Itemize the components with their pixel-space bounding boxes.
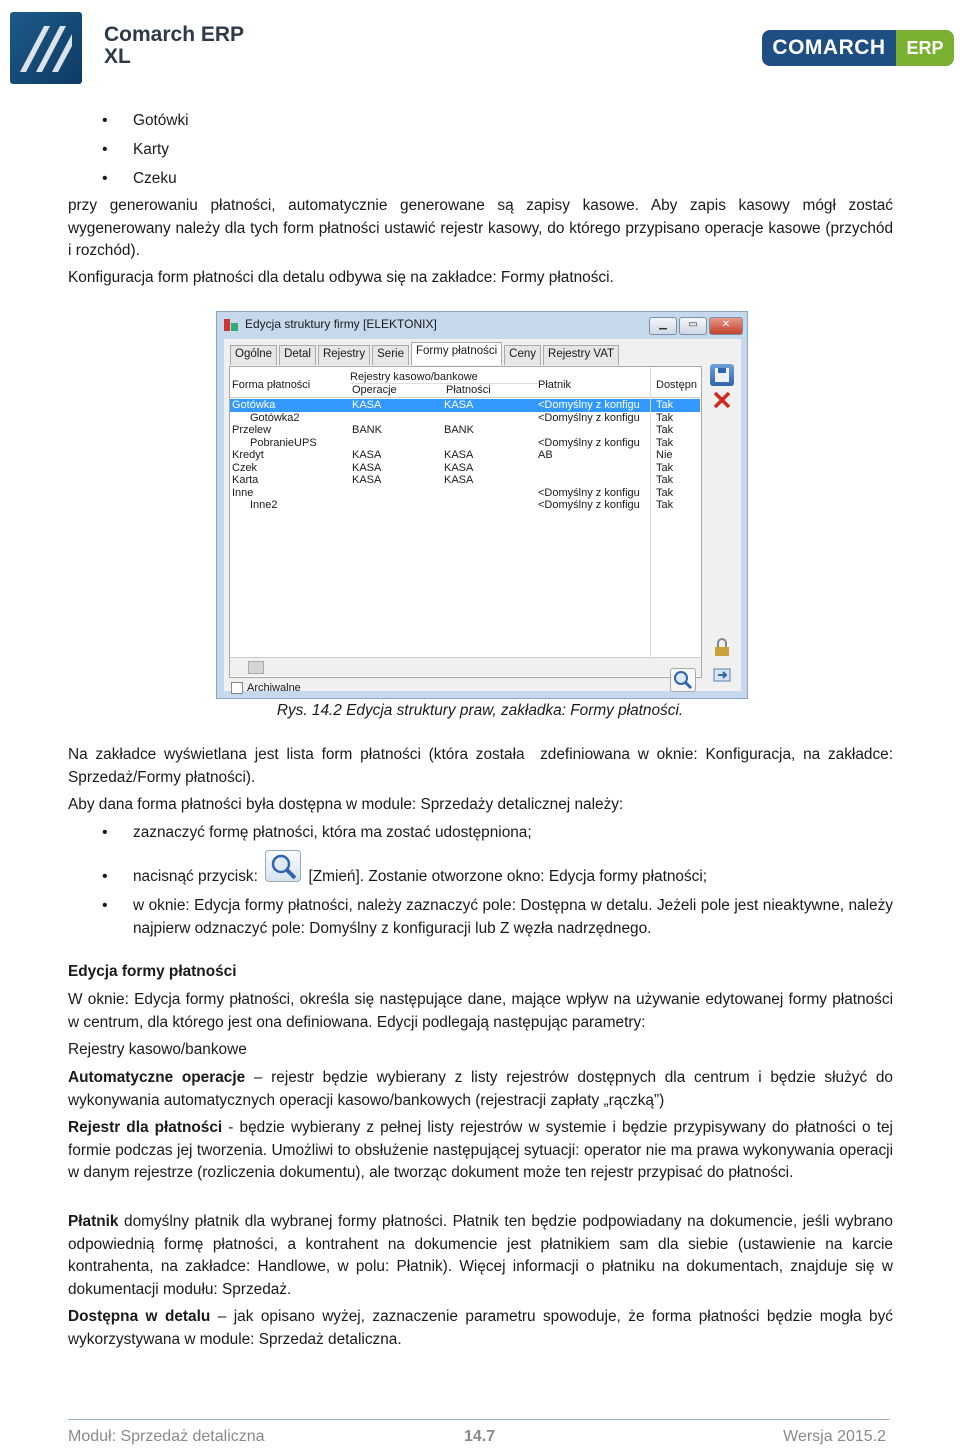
cell-forma: Kredyt bbox=[232, 449, 264, 461]
group-header: Rejestry kasowo/bankowe bbox=[350, 371, 540, 384]
cell-platnosci: KASA bbox=[444, 474, 474, 486]
paragraph-registers: Rejestry kasowo/bankowe bbox=[68, 1041, 247, 1058]
cell-platnosci: KASA bbox=[444, 461, 474, 474]
cell-forma: PobranieUPS bbox=[250, 436, 317, 449]
cell-dostepna: Tak bbox=[656, 486, 674, 499]
cell-dostepna: Tak bbox=[656, 474, 674, 486]
definition-text: - będzie wybierany z pełnej listy rejestrów w systemie i będzie przypisywany do płatności o tej formie podczas jej tworzenia. Umożliwi to obsłużenie następującej sytuacji: operator nie ma prawa wykonywania operacji w danym rejestrze (rozliczenia dokumentu), ale tworząc dokument może ten rejestr przypisać do płatności. bbox=[68, 1119, 893, 1181]
table-row[interactable] bbox=[230, 437, 700, 450]
list-item: • Gotówki bbox=[68, 110, 898, 139]
brand-erp: ERP bbox=[896, 30, 954, 66]
table-row[interactable] bbox=[230, 487, 700, 500]
section-title: Edycja formy płatności bbox=[68, 963, 237, 980]
cell-forma: Gotówka bbox=[232, 399, 276, 411]
payment-form-list bbox=[68, 110, 898, 197]
footer-page-number: 14.7 bbox=[464, 1428, 496, 1445]
definition-available-retail bbox=[68, 1306, 893, 1351]
tab-ogolne[interactable]: Ogólne bbox=[230, 345, 277, 365]
definition-text: – jak opisano wyżej, zaznaczenie parametru spowoduje, że forma płatności będzie mogła być wykorzystywana w module: Sprzedaż detaliczna. bbox=[68, 1308, 894, 1348]
cell-platnik: <Domyślny z konfigu bbox=[538, 411, 640, 424]
product-logo-text bbox=[104, 24, 244, 68]
cell-dostepna: Tak bbox=[656, 436, 674, 449]
definition-term: Dostępna w detalu bbox=[68, 1308, 211, 1325]
cell-dostepna: Tak bbox=[656, 499, 674, 511]
definition-term: Rejestr dla płatności bbox=[68, 1119, 223, 1136]
tab-formy-platnosci[interactable]: Formy płatności bbox=[411, 342, 502, 365]
footer-version: Wersja 2015.2 bbox=[783, 1428, 886, 1445]
save-icon[interactable] bbox=[710, 364, 734, 386]
cell-platnik: AB bbox=[538, 449, 553, 461]
figure-caption: Rys. 14.2 Edycja struktury praw, zakładka: Formy płatności. bbox=[276, 702, 684, 719]
checkbox-box[interactable] bbox=[231, 682, 243, 694]
scroll-thumb[interactable] bbox=[248, 661, 264, 674]
definition-payer bbox=[68, 1211, 893, 1301]
list-item: • Czeku bbox=[68, 168, 898, 197]
steps-list bbox=[68, 822, 893, 940]
pin-icon[interactable] bbox=[710, 664, 734, 686]
tab-serie[interactable]: Serie bbox=[372, 345, 409, 365]
horizontal-scrollbar[interactable] bbox=[230, 657, 701, 676]
close-button[interactable]: ✕ bbox=[709, 317, 743, 335]
cell-forma: Gotówka2 bbox=[250, 411, 300, 424]
brand-comarch: COMARCH bbox=[762, 30, 896, 66]
table-row[interactable] bbox=[230, 474, 700, 487]
minimize-button[interactable]: ▁ bbox=[649, 317, 677, 335]
list-item: • w oknie: Edycja formy płatności, należy zaznaczyć pole: Dostępna w detalu. Jeżeli pole jest nieaktywne, należy najpierw odznaczyć pole: Domyślny z konfiguracji lub Z węzła nadrzędnego. bbox=[68, 895, 893, 940]
list-item bbox=[68, 866, 893, 895]
cell-platnik: <Domyślny z konfigu bbox=[538, 486, 640, 499]
tab-detal[interactable]: Detal bbox=[279, 345, 316, 365]
table-row[interactable] bbox=[230, 499, 700, 512]
paragraph-edit-intro: W oknie: Edycja formy płatności, określa się następujące dane, mające wpływ na używanie edytowanej formy płatności w centrum, dla którego jest ona definiowana. Edycji podlegają następując parametry: bbox=[68, 991, 893, 1031]
cell-dostepna: Tak bbox=[656, 411, 674, 424]
window-body bbox=[224, 339, 741, 694]
cell-operacje: KASA bbox=[352, 474, 382, 486]
structure-edit-window bbox=[216, 311, 748, 699]
column-header-dostepna[interactable]: Dostępn bbox=[656, 379, 697, 391]
paragraph-list-info: Na zakładce wyświetlana jest lista form płatności (która została zdefiniowana w oknie: Konfiguracja, na zakładce: Sprzedaż/Formy płatności). bbox=[68, 746, 898, 786]
definition-payment-register bbox=[68, 1117, 893, 1185]
column-header-platnik[interactable]: Płatnik bbox=[538, 379, 572, 391]
footer-divider bbox=[68, 1419, 890, 1420]
step-text-after: [Zmień]. Zostanie otworzone okno: Edycja formy płatności; bbox=[308, 868, 708, 885]
cell-forma: Przelew bbox=[232, 424, 272, 436]
table-row[interactable] bbox=[230, 449, 700, 462]
paragraph-steps-intro: Aby dana forma płatności była dostępna w module: Sprzedaży detalicznej należy: bbox=[68, 796, 624, 813]
definition-auto-operations bbox=[68, 1067, 893, 1112]
table-row[interactable] bbox=[230, 462, 700, 475]
cell-forma: Czek bbox=[232, 461, 258, 474]
list-item: • zaznaczyć formę płatności, która ma zostać udostępniona; bbox=[68, 822, 893, 866]
table-row[interactable] bbox=[230, 412, 700, 425]
cell-dostepna: Tak bbox=[656, 399, 674, 411]
comarch-logo-mark bbox=[10, 12, 82, 84]
cell-operacje: KASA bbox=[352, 461, 382, 474]
column-header-platnosci[interactable]: Płatności bbox=[446, 384, 491, 396]
archive-checkbox[interactable] bbox=[231, 682, 301, 694]
payment-forms-panel bbox=[229, 366, 702, 678]
column-header-forma[interactable]: Forma płatności bbox=[232, 379, 311, 391]
magnifier-icon[interactable] bbox=[670, 668, 696, 692]
column-divider bbox=[650, 367, 651, 657]
definition-text: – rejestr będzie wybierany z listy rejestrów dostępnych dla centrum i będzie służyć do wykonywania automatycznych operacji kasowo/bankowych (rejestracji zapłaty „rączką”) bbox=[68, 1069, 893, 1109]
list-item: • Karty bbox=[68, 139, 898, 168]
paragraph-intro: przy generowaniu płatności, automatycznie generowane są zapisy kasowe. Aby zapis kasowy mógł zostać wygenerowany należy dla tych form płatności ustawić rejestr kasowy, do którego przypisano operacje kasowe (przychód i rozchód). bbox=[68, 197, 893, 259]
cell-dostepna: Nie bbox=[656, 449, 673, 461]
definition-term: Płatnik bbox=[68, 1213, 119, 1230]
window-title: Edycja struktury firmy [ELEKTONIX] bbox=[245, 317, 437, 331]
archive-label: Archiwalne bbox=[247, 682, 301, 694]
tab-rejestry[interactable]: Rejestry bbox=[318, 345, 370, 365]
logo-line1: Comarch ERP bbox=[104, 23, 245, 46]
table-row[interactable] bbox=[230, 424, 700, 437]
cell-platnosci: KASA bbox=[444, 399, 474, 411]
logo-line2: XL bbox=[104, 45, 131, 68]
lock-icon[interactable] bbox=[710, 637, 734, 659]
tab-strip bbox=[230, 345, 621, 365]
cell-platnosci: KASA bbox=[444, 449, 474, 461]
cancel-icon[interactable] bbox=[710, 389, 734, 411]
cell-dostepna: Tak bbox=[656, 461, 674, 474]
window-titlebar bbox=[217, 312, 747, 338]
change-button-icon bbox=[265, 850, 301, 882]
comarch-erp-brand bbox=[762, 30, 954, 66]
cell-platnik: <Domyślny z konfigu bbox=[538, 436, 640, 449]
paragraph-config: Konfiguracja form płatności dla detalu odbywa się na zakładce: Formy płatności. bbox=[68, 269, 614, 286]
header-divider bbox=[230, 397, 700, 398]
footer-module: Moduł: Sprzedaż detaliczna bbox=[68, 1428, 265, 1445]
cell-operacje: KASA bbox=[352, 399, 382, 411]
cell-forma: Inne2 bbox=[250, 499, 278, 511]
cell-platnik: <Domyślny z konfigu bbox=[538, 399, 640, 411]
tab-rejestry-vat[interactable]: Rejestry VAT bbox=[543, 345, 619, 365]
cell-platnik: <Domyślny z konfigu bbox=[538, 499, 640, 511]
maximize-button[interactable]: ▭ bbox=[679, 317, 707, 335]
cell-dostepna: Tak bbox=[656, 424, 674, 436]
cell-operacje: KASA bbox=[352, 449, 382, 461]
definition-term: Automatyczne operacje bbox=[68, 1069, 246, 1086]
column-header-operacje[interactable]: Operacje bbox=[352, 384, 397, 396]
tab-ceny[interactable]: Ceny bbox=[504, 345, 541, 365]
cell-operacje: BANK bbox=[352, 424, 382, 436]
cell-forma: Karta bbox=[232, 474, 259, 486]
cell-platnosci: BANK bbox=[444, 424, 474, 436]
cell-forma: Inne bbox=[232, 486, 254, 499]
table-row[interactable] bbox=[230, 399, 700, 412]
window-app-icon bbox=[223, 317, 239, 333]
step-text-before: nacisnąć przycisk: bbox=[133, 868, 258, 885]
definition-text: domyślny płatnik dla wybranej formy płatności. Płatnik ten będzie podpowiadany na dokumencie, jeśli wybrano odpowiednią formę płatności, a kontrahent na dokumencie jest płatnikiem sam dla siebie (ustawienie na karcie kontrahenta, na zakładce: Handlowe, w polu: Płatnik). Więcej informacji o płatniku na dokumentach, znajduje się w dokumentacji modułu: Sprzedaż. bbox=[68, 1213, 893, 1298]
